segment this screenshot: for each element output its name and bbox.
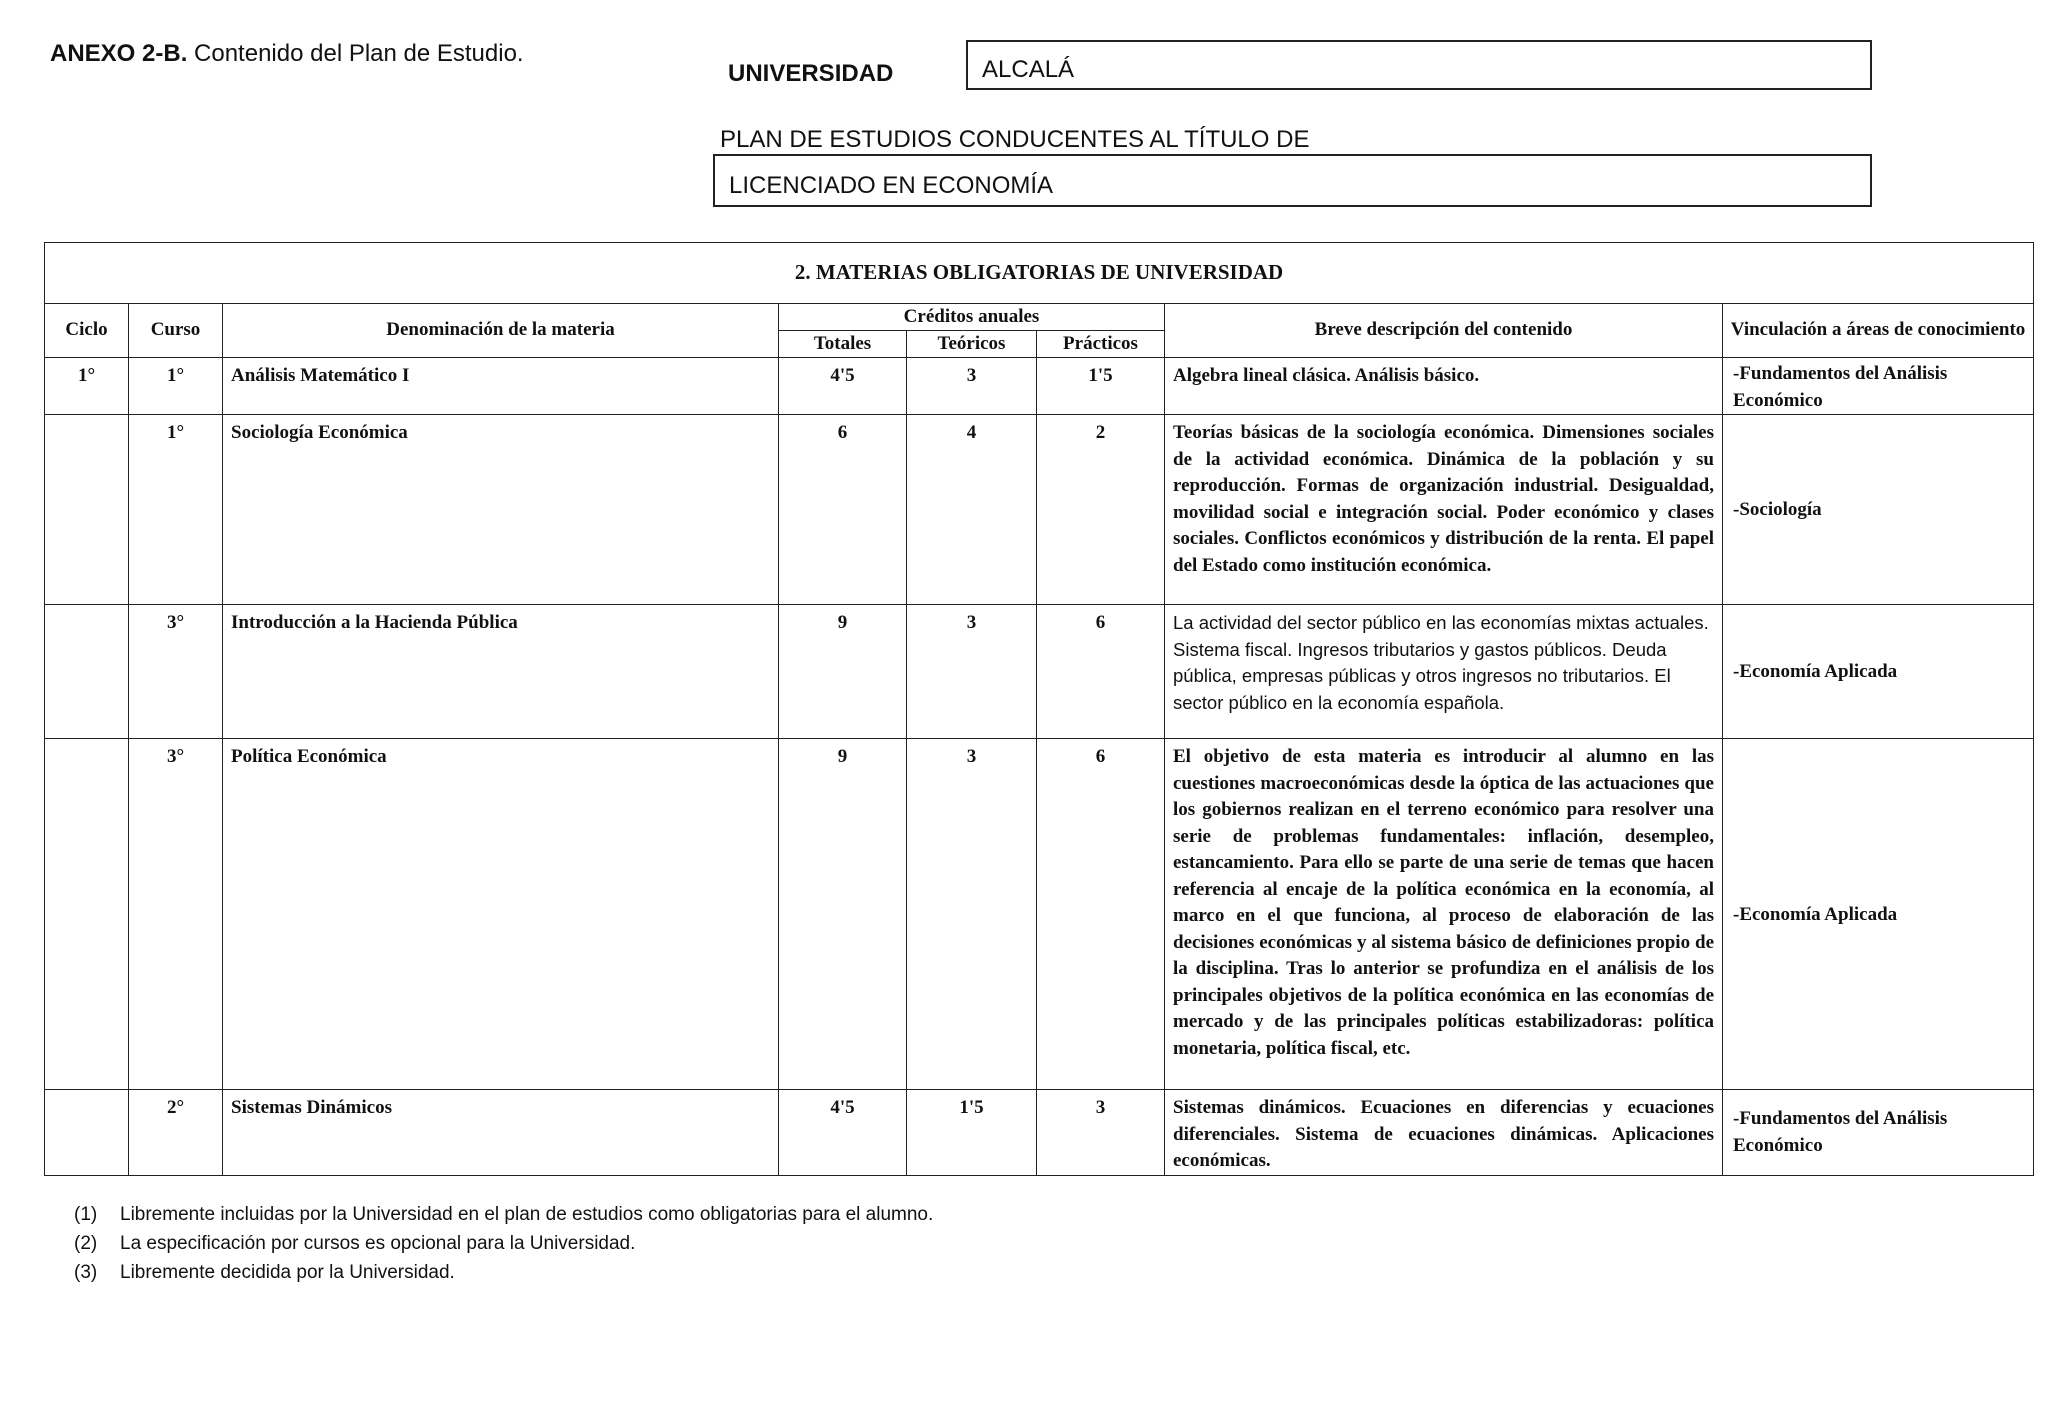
cell-curso: 2° xyxy=(129,1090,223,1176)
cell-totales: 4'5 xyxy=(779,358,907,415)
table-row xyxy=(45,605,2034,739)
university-field: ALCALÁ xyxy=(966,40,1872,90)
header-teoricos: Teóricos xyxy=(907,331,1037,358)
cell-practicos: 1'5 xyxy=(1037,358,1165,415)
cell-ciclo: 1° xyxy=(45,358,129,415)
cell-descripcion: El objetivo de esta materia es introducir al alumno en las cuestiones macroeconómicas desde la óptica de las actuaciones que los gobiernos realizan en el terreno económico para resolver una serie de problemas fundamentales: inflación, desempleo, estancamiento. Para ello se parte de una serie de temas que hacen referencia al encaje de la política económica en la economía, al marco en el que funciona, al proceso de elaboración de las decisiones económicas y al sistema básico de definiciones propio de la disciplina. Tras lo anterior se profundiza en el análisis de los principales objetivos de la política económica en las economías de mercado y de las principales políticas estabilizadoras: política monetaria, política fiscal, etc. xyxy=(1165,739,1723,1090)
degree-field: LICENCIADO EN ECONOMÍA xyxy=(713,154,1872,207)
cell-practicos: 2 xyxy=(1037,415,1165,605)
cell-curso: 1° xyxy=(129,415,223,605)
cell-teoricos: 3 xyxy=(907,739,1037,1090)
cell-teoricos: 4 xyxy=(907,415,1037,605)
cell-materia: Sociología Económica xyxy=(223,415,779,605)
cell-practicos: 3 xyxy=(1037,1090,1165,1176)
cell-practicos: 6 xyxy=(1037,605,1165,739)
cell-totales: 4'5 xyxy=(779,1090,907,1176)
cell-materia: Sistemas Dinámicos xyxy=(223,1090,779,1176)
cell-totales: 9 xyxy=(779,739,907,1090)
header-ciclo: Ciclo xyxy=(45,304,129,358)
cell-descripcion: La actividad del sector público en las economías mixtas actuales. Sistema fiscal. Ingresos tributarios y gastos públicos. Deuda pública, empresas públicas y otros ingresos no tributarios. El sector público en la economía española. xyxy=(1165,605,1723,739)
footnote-text: Libremente decidida por la Universidad. xyxy=(120,1262,455,1283)
annex-heading xyxy=(50,40,524,68)
cell-ciclo xyxy=(45,739,129,1090)
cell-teoricos: 1'5 xyxy=(907,1090,1037,1176)
subjects-table xyxy=(44,242,2034,1176)
cell-materia: Análisis Matemático I xyxy=(223,358,779,415)
cell-materia: Política Económica xyxy=(223,739,779,1090)
cell-curso: 3° xyxy=(129,605,223,739)
cell-practicos: 6 xyxy=(1037,739,1165,1090)
header-totales: Totales xyxy=(779,331,907,358)
cell-area: -Fundamentos del Análisis Económico xyxy=(1723,1090,2034,1176)
footnote-text: Libremente incluidas por la Universidad en el plan de estudios como obligatorias para el alumno. xyxy=(120,1204,934,1225)
footnote-text: La especificación por cursos es opcional para la Universidad. xyxy=(120,1233,636,1254)
header-denominacion: Denominación de la materia xyxy=(223,304,779,358)
university-label: UNIVERSIDAD xyxy=(728,60,894,87)
header-descripcion: Breve descripción del contenido xyxy=(1165,304,1723,358)
cell-area: -Economía Aplicada xyxy=(1723,605,2034,739)
section-title: 2. MATERIAS OBLIGATORIAS DE UNIVERSIDAD xyxy=(45,243,2034,304)
cell-area: -Fundamentos del Análisis Económico xyxy=(1723,358,2034,415)
cell-teoricos: 3 xyxy=(907,358,1037,415)
cell-ciclo xyxy=(45,605,129,739)
footnote-key: (2) xyxy=(74,1233,98,1254)
cell-totales: 9 xyxy=(779,605,907,739)
cell-area: -Sociología xyxy=(1723,415,2034,605)
header-practicos: Prácticos xyxy=(1037,331,1165,358)
footnote-key: (3) xyxy=(74,1262,98,1283)
cell-ciclo xyxy=(45,415,129,605)
cell-descripcion: Sistemas dinámicos. Ecuaciones en diferencias y ecuaciones diferenciales. Sistema de ecuaciones dinámicas. Aplicaciones económicas. xyxy=(1165,1090,1723,1176)
cell-descripcion: Teorías básicas de la sociología económica. Dimensiones sociales de la actividad económica. Dinámica de la población y su reproducción. Formas de organización industrial. Desigualdad, movilidad social e integración social. Poder económico y clases sociales. Conflictos económicos y distribución de la renta. El papel del Estado como institución económica. xyxy=(1165,415,1723,605)
cell-ciclo xyxy=(45,1090,129,1176)
cell-descripcion: Algebra lineal clásica. Análisis básico. xyxy=(1165,358,1723,415)
footnote-key: (1) xyxy=(74,1204,98,1225)
header-curso: Curso xyxy=(129,304,223,358)
footnotes xyxy=(74,1200,933,1287)
table-row xyxy=(45,739,2034,1090)
cell-curso: 1° xyxy=(129,358,223,415)
cell-curso: 3° xyxy=(129,739,223,1090)
cell-materia: Introducción a la Hacienda Pública xyxy=(223,605,779,739)
annex-code: ANEXO 2-B. xyxy=(50,40,188,67)
cell-area: -Economía Aplicada xyxy=(1723,739,2034,1090)
footnote xyxy=(74,1229,933,1258)
header-creditos: Créditos anuales xyxy=(779,304,1165,331)
footnote xyxy=(74,1258,933,1287)
footnote xyxy=(74,1200,933,1229)
table-row xyxy=(45,358,2034,415)
cell-teoricos: 3 xyxy=(907,605,1037,739)
cell-totales: 6 xyxy=(779,415,907,605)
table-row xyxy=(45,1090,2034,1176)
header-vinculacion: Vinculación a áreas de conocimiento xyxy=(1723,304,2034,358)
plan-label: PLAN DE ESTUDIOS CONDUCENTES AL TÍTULO DE xyxy=(720,126,1310,153)
annex-title: Contenido del Plan de Estudio. xyxy=(194,40,524,67)
table-row xyxy=(45,415,2034,605)
